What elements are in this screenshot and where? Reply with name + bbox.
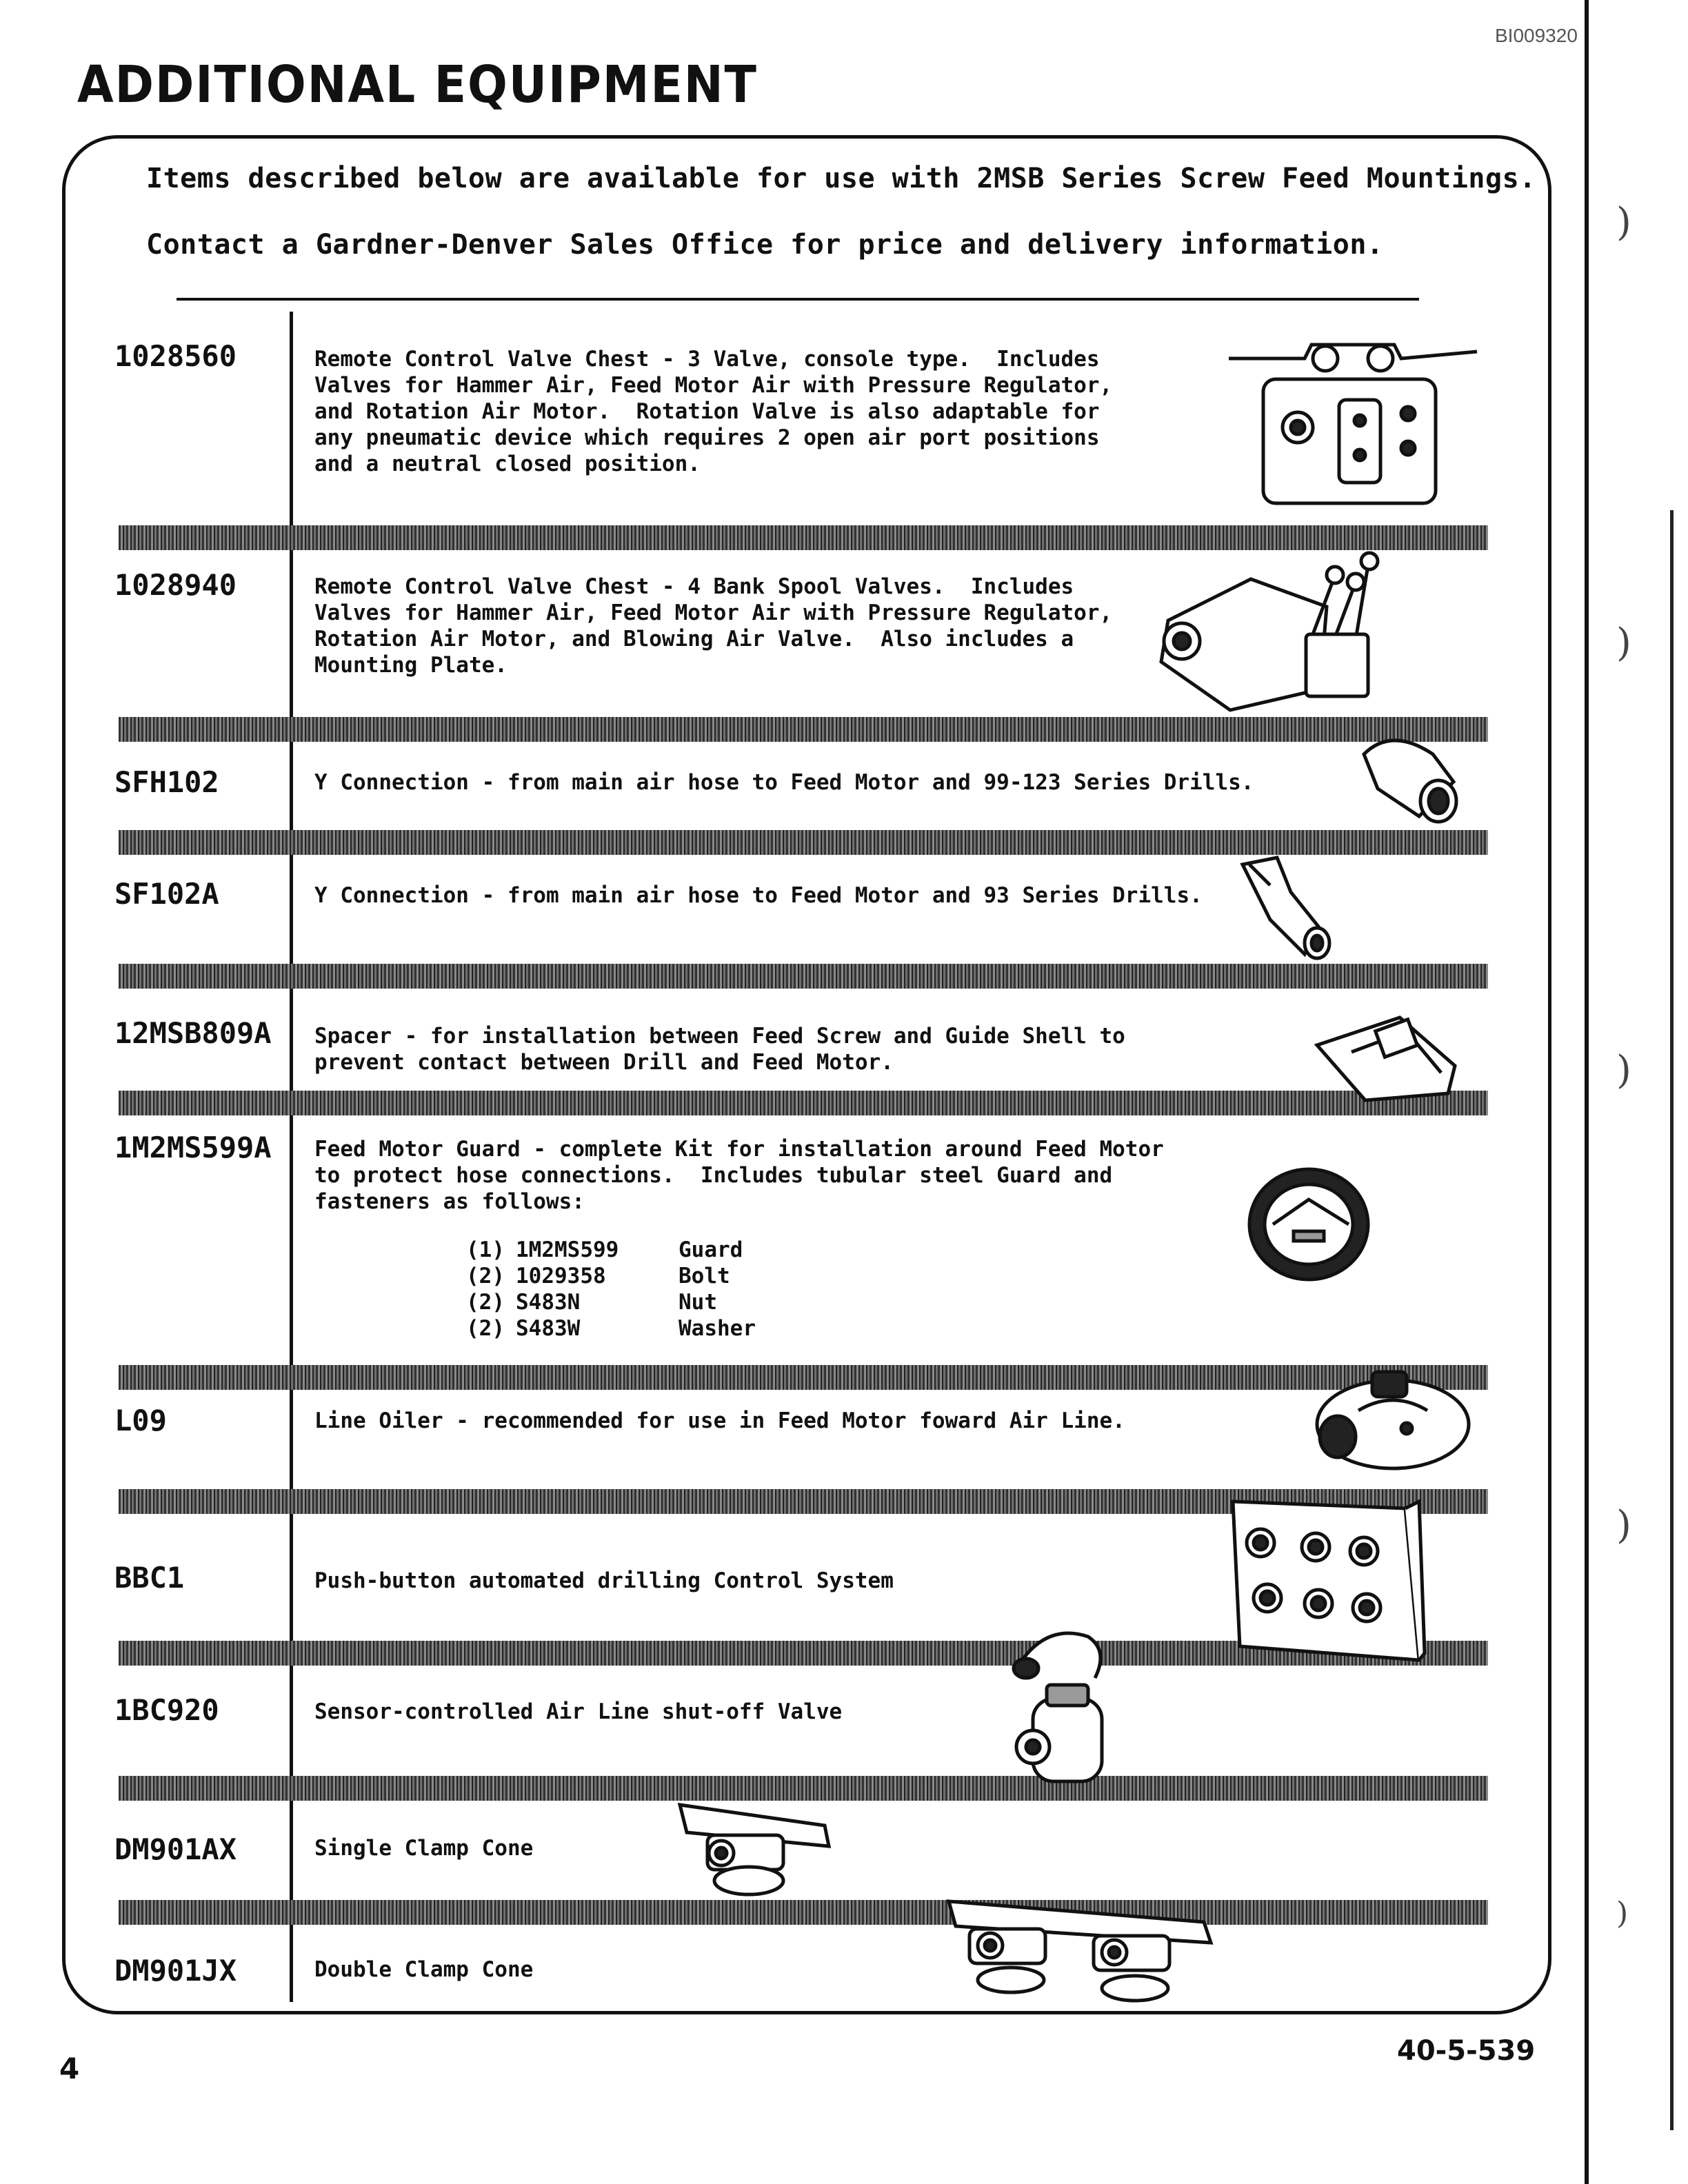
binder-mark: ) [1616,1503,1631,1548]
part-description: Remote Control Valve Chest - 3 Valve, console type. Includes Valves for Hammer Air, Feed Motor Air with Pressure Regulator, and Rotation Air Motor. Rotation Valve is also adaptable for any pneumatic device which requires 2 open air port positions and a neutral closed position. [314,347,1113,476]
part-description: Remote Control Valve Chest - 4 Bank Spool Valves. Includes Valves for Hammer Air, Feed Motor Air with Pressure Regulator, Rotation Air Motor, and Blowing Air Valve. Also includes a Mounting Plate. [314,574,1113,678]
part-code: 1028560 [114,339,237,373]
part-code: 1BC920 [114,1693,219,1727]
part-code: SFH102 [114,765,219,799]
spacer-image [1310,1004,1462,1114]
page-title: ADDITIONAL EQUIPMENT [77,55,758,114]
line-oiler-image [1310,1362,1476,1479]
page-number: 4 [59,2052,80,2085]
part-code: 12MSB809A [114,1016,272,1050]
parts-row: (2) S483W Washer [466,1316,756,1341]
part-code: 1M2MS599A [114,1131,272,1164]
part-code: L09 [114,1404,167,1437]
double-clamp-cone-image [942,1888,1218,2019]
row-separator [119,525,1488,550]
binder-mark: ) [1616,1048,1631,1093]
part-code: 1028940 [114,568,237,602]
binder-mark: ) [1616,200,1631,245]
part-code: SF102A [114,877,219,911]
row-separator [119,1365,1488,1390]
part-description: Y Connection - from main air hose to Feed Motor and 93 Series Drills. [314,883,1203,908]
binder-mark: ) [1616,620,1631,665]
row-separator [119,1900,1488,1925]
part-code: DM901JX [114,1954,237,1988]
y-connection-elbow-image [1229,851,1353,968]
part-description: Spacer - for installation between Feed Screw and Guide Shell to prevent contact between Drill and Feed Motor. [314,1024,1125,1075]
part-description: Push-button automated drilling Control System [314,1568,894,1593]
part-description: Double Clamp Cone [314,1957,534,1982]
intro-line-1: Items described below are available for use with 2MSB Series Screw Feed Mountings. [146,163,1536,194]
y-connection-image [1350,727,1474,830]
binding-rule [1585,0,1589,2184]
parts-row: (2) 1029358 Bolt [466,1264,730,1288]
part-description: Line Oiler - recommended for use in Feed Motor foward Air Line. [314,1408,1125,1433]
row-separator [119,1091,1488,1115]
document-id: BI009320 [1495,25,1578,46]
parts-row: (2) S483N Nut [466,1290,717,1315]
publication-number: 40-5-539 [1397,2035,1536,2067]
valve-chest-4-bank-image [1147,552,1396,724]
part-description: Feed Motor Guard - complete Kit for installation around Feed Motor to protect hose connections. Includes tubular steel Guard and fasteners as follows: [314,1137,1164,1214]
intro-line-2: Contact a Gardner-Denver Sales Office for price and delivery information. [146,229,1384,261]
shutoff-valve-image [1005,1623,1123,1788]
part-description: Single Clamp Cone [314,1836,534,1861]
feed-motor-guard-image [1245,1165,1376,1282]
part-code: DM901AX [114,1832,237,1866]
binding-rule-inner [1670,510,1674,2130]
parts-row: (1) 1M2MS599 Guard [466,1237,743,1262]
part-description: Y Connection - from main air hose to Feed Motor and 99-123 Series Drills. [314,770,1254,795]
column-divider [290,312,293,2002]
part-description: Sensor-controlled Air Line shut-off Valve [314,1699,843,1724]
intro-divider [177,298,1419,301]
single-clamp-cone-image [673,1791,838,1901]
valve-chest-3-valve-image [1222,331,1488,517]
control-panel-image [1226,1495,1426,1674]
binder-mark: ) [1616,1896,1629,1931]
parts-list [466,1237,756,1342]
part-code: BBC1 [114,1561,185,1595]
